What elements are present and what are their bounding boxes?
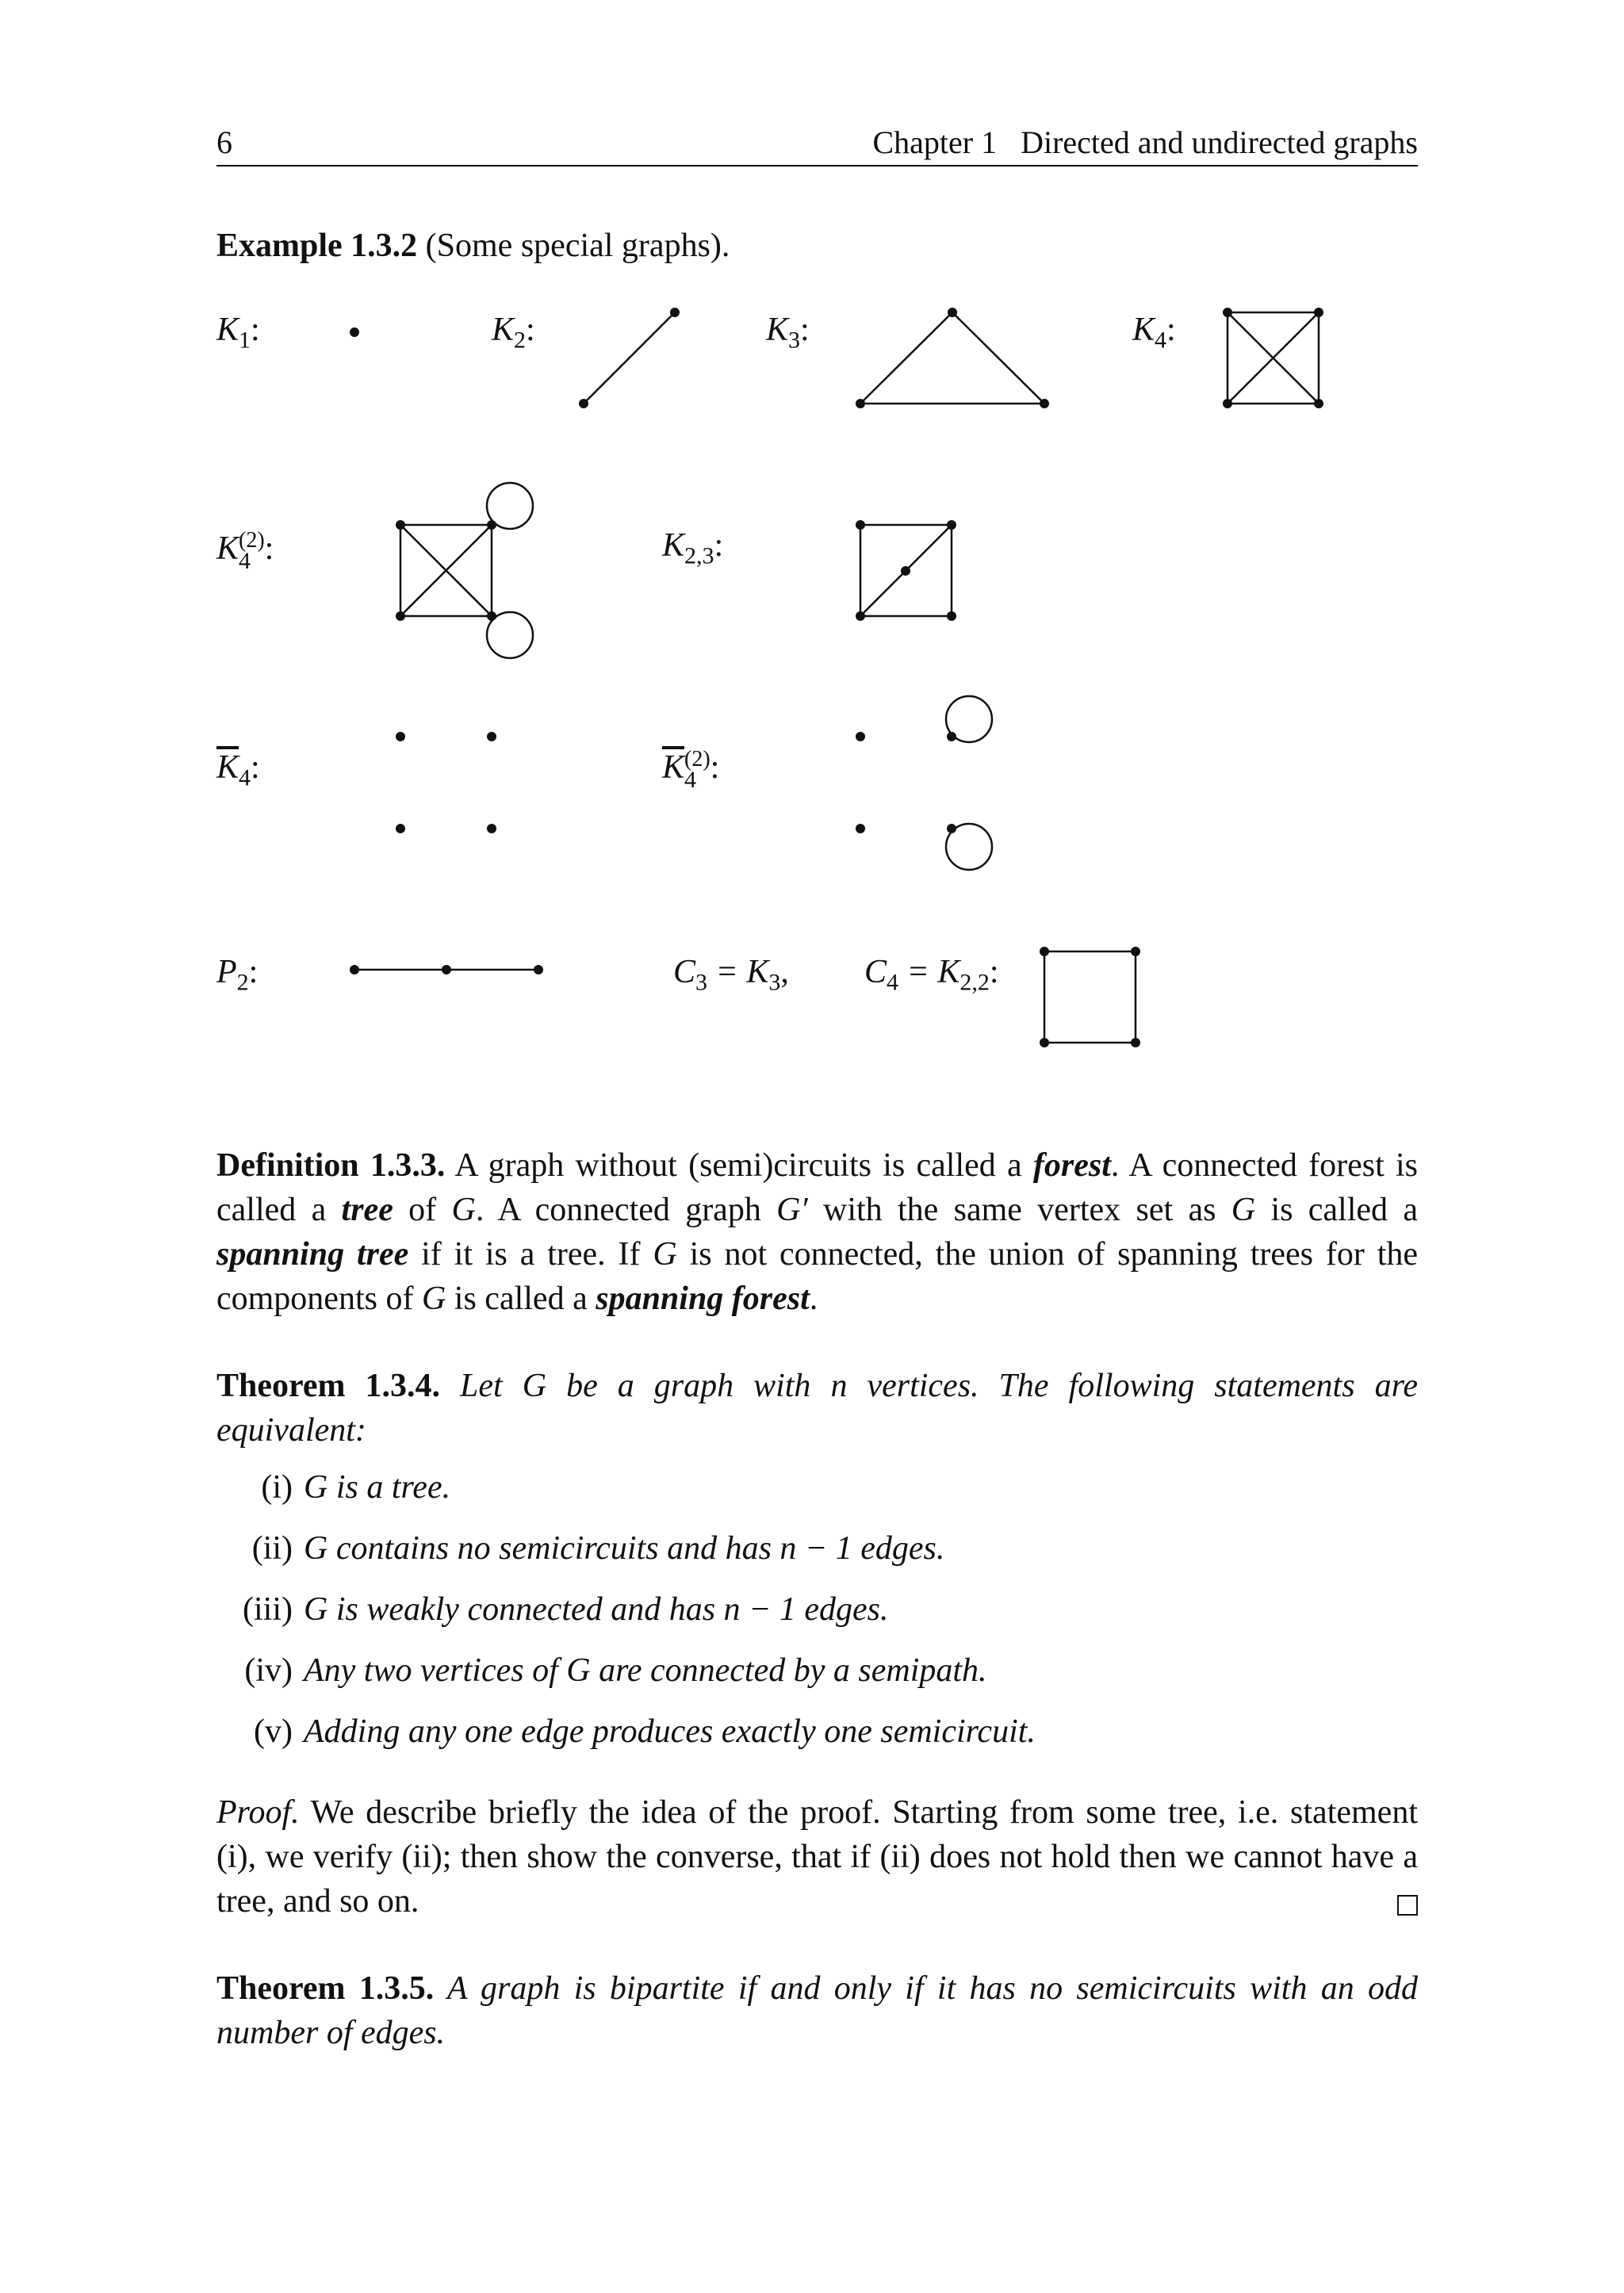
page-number: 6 <box>216 124 232 160</box>
theorem-item: (ii) G contains no semicircuits and has n − 1 edges. <box>251 1530 945 1567</box>
label-k4-complement: $\overline{K}_4$: <box>216 749 260 791</box>
label-k3: $K_3$: <box>766 312 810 354</box>
example-title: Example 1.3.2 <box>216 228 418 264</box>
definition-1-3-3: Definition 1.3.3. A graph without (semi)circuits is called a forest. A connected forest is called a tree of G. A connected graph G′ with the same vertex set as G is called a spanning tree if it is a tree. If G is not connected, the union of spanning trees for the components of G is called a spanning forest. <box>216 1147 1419 1317</box>
term-spanning-tree: spanning tree <box>216 1236 409 1273</box>
k2-edge <box>584 312 675 404</box>
example-subtitle: (Some special graphs). <box>417 228 730 264</box>
label-k4-complement-2: $\overline{K}$ (2) 4 : <box>662 747 720 794</box>
k3-triangle <box>860 312 1044 404</box>
theorem-item: (v) Adding any one edge produces exactly one semicircuit. <box>254 1713 1036 1750</box>
label-p2: $P_2$: <box>216 954 259 996</box>
term-spanning-forest: spanning forest <box>596 1280 810 1317</box>
term-tree: tree <box>341 1192 393 1228</box>
proof: Proof. We describe briefly the idea of the proof. Starting from some tree, i.e. statement (i), we verify (ii); then show the converse, that if (ii) does not hold then we cannot have a tree, and so on. <box>216 1794 1418 1920</box>
k4-2-graph <box>400 483 533 658</box>
label-c3: $C_3 = K_3$, <box>673 954 789 996</box>
theorem-item: (iv) Any two vertices of G are connected by a semipath. <box>244 1652 987 1689</box>
label-k4-2: K (2) 4 : <box>216 528 274 575</box>
k4-graph <box>1228 312 1319 404</box>
theorem-1-3-5: Theorem 1.3.5. A graph is bipartite if and only if it has no semicircuits with an odd number of edges. <box>216 1970 1418 2051</box>
label-k23: $K_{2,3}$: <box>662 527 724 569</box>
c4-square <box>1044 951 1136 1043</box>
chapter-title: Chapter 1 Directed and undirected graphs <box>872 124 1418 160</box>
graph-vertices <box>350 308 1323 1047</box>
theorem-item: (iii) G is weakly connected and has n − 1 edges. <box>243 1591 889 1628</box>
term-forest: forest <box>1032 1147 1111 1184</box>
label-k1: $K_1$: <box>216 312 260 354</box>
label-k2: $K_2$: <box>492 312 535 354</box>
theorem-1-3-4: Theorem 1.3.4. Let G be a graph with n vertices. The following statements are equivalent: <box>216 1368 1419 1449</box>
theorem-item: (i) G is a tree. <box>261 1469 451 1506</box>
qed-symbol <box>1397 1895 1418 1916</box>
label-c4: $C_4 = K_{2,2}$: <box>864 954 999 996</box>
label-k4: $K_4$: <box>1132 312 1176 354</box>
